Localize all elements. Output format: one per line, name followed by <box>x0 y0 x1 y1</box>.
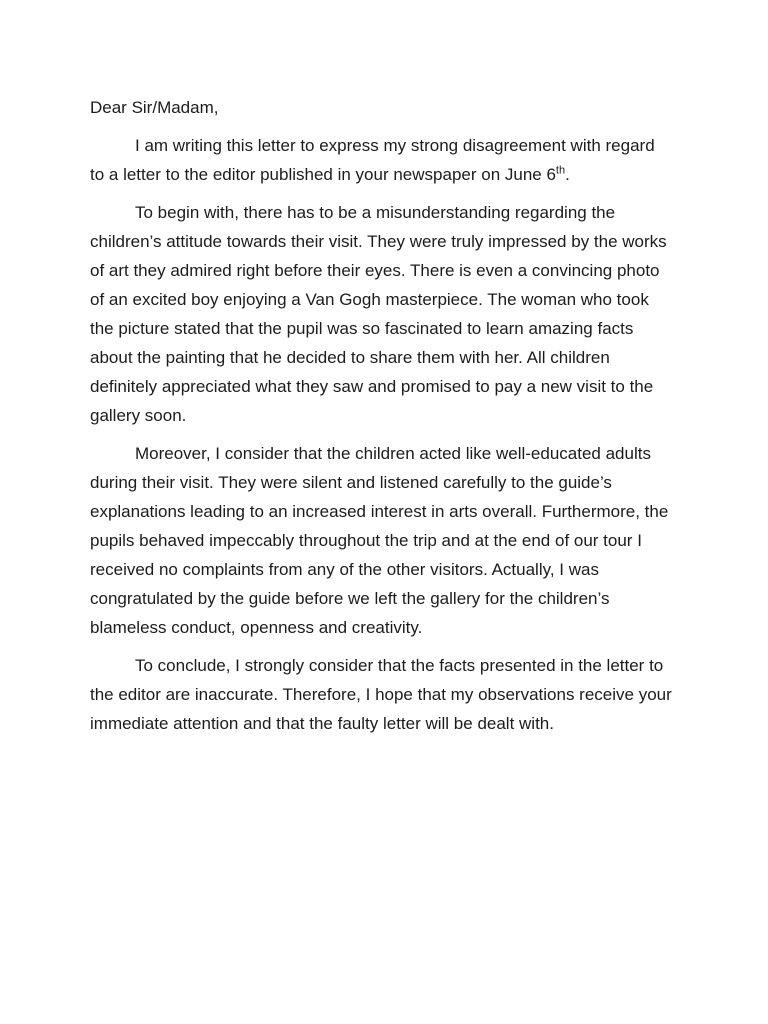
paragraph-1-end: . <box>565 165 570 184</box>
letter-body <box>90 93 672 738</box>
date-ordinal-suffix: th <box>555 164 566 177</box>
paragraph-2: To begin with, there has to be a misunderstanding regarding the children’s attitude towards their visit. They were truly impressed by the works of art they admired right before their eyes. There is even a convincing photo of an excited boy enjoying a Van Gogh masterpiece. The woman who took the picture stated that the pupil was so fascinated to learn amazing facts about the painting that he decided to share them with her. All children definitely appreciated what they saw and promised to pay a new visit to the gallery soon. <box>90 203 667 425</box>
paragraph-1-text: I am writing this letter to express my strong disagreement with regard to a letter to the editor published in your newspaper on June 6 <box>90 136 655 184</box>
salutation: Dear Sir/Madam, <box>90 98 219 117</box>
paragraph-4: To conclude, I strongly consider that the facts presented in the letter to the editor are inaccurate. Therefore, I hope that my observations receive your immediate attention and that the faulty letter will be dealt with. <box>90 656 672 733</box>
paragraph-3: Moreover, I consider that the children acted like well-educated adults during their visit. They were silent and listened carefully to the guide’s explanations leading to an increased interest in arts overall. Furthermore, the pupils behaved impeccably throughout the trip and at the end of our tour I received no complaints from any of the other visitors. Actually, I was congratulated by the guide before we left the gallery for the children’s blameless conduct, openness and creativity. <box>90 444 669 637</box>
paragraph-1 <box>90 131 672 189</box>
